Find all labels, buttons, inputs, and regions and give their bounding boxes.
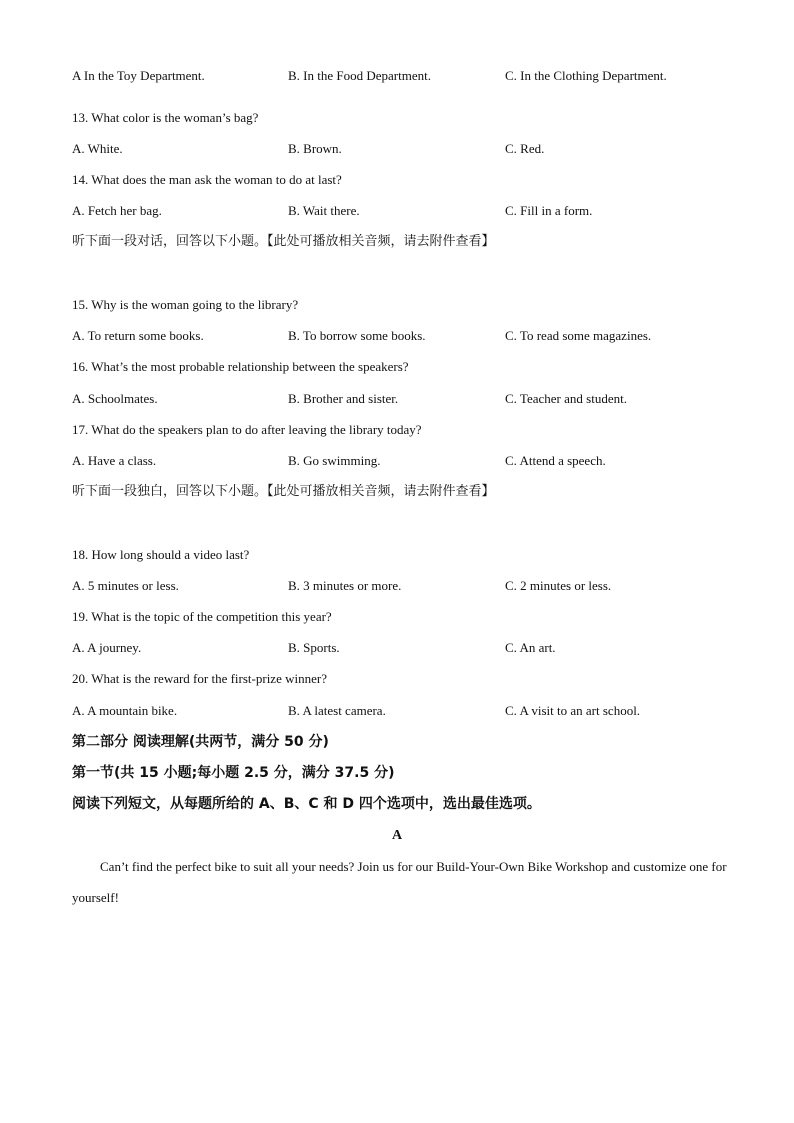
q19-options — [72, 639, 732, 657]
q18-options — [72, 577, 732, 595]
q18-option-b: B. 3 minutes or more. — [288, 578, 402, 593]
listening-instruction-dialogue: 听下面一段对话，回答以下小题。【此处可播放相关音频，请去附件查看】 — [72, 234, 495, 249]
q18-option-c: C. 2 minutes or less. — [505, 578, 612, 593]
q15-option-b: B. To borrow some books. — [288, 328, 426, 343]
q13-option-a: A. White. — [72, 141, 123, 156]
q12-options — [72, 67, 732, 85]
q17-option-b: B. Go swimming. — [288, 453, 381, 468]
section-title: 第二部分 阅读理解(共两节，满分 50 分) — [72, 734, 329, 750]
q12-option-c: C. In the Clothing Department. — [505, 68, 667, 83]
q20-option-a: A. A mountain bike. — [72, 703, 178, 718]
q14-option-a: A. Fetch her bag. — [72, 203, 162, 218]
q13-options — [72, 140, 732, 158]
q19-option-c: C. An art. — [505, 640, 556, 655]
q16-question: 16. What’s the most probable relationship between the speakers? — [72, 359, 409, 374]
q20-question: 20. What is the reward for the first-prize winner? — [72, 671, 327, 686]
q14-options — [72, 202, 732, 220]
q12-option-b: B. In the Food Department. — [288, 68, 431, 83]
q17-option-c: C. Attend a speech. — [505, 453, 606, 468]
q13-option-c: C. Red. — [505, 141, 545, 156]
q14-option-b: B. Wait there. — [288, 203, 360, 218]
q16-options — [72, 390, 732, 408]
q15-option-c: C. To read some magazines. — [505, 328, 652, 343]
q13-option-b: B. Brown. — [288, 141, 342, 156]
q19-question: 19. What is the topic of the competition this year? — [72, 609, 332, 624]
q19-option-b: B. Sports. — [288, 640, 340, 655]
q13-question: 13. What color is the woman’s bag? — [72, 110, 259, 125]
q20-option-c: C. A visit to an art school. — [505, 703, 641, 718]
q16-option-b: B. Brother and sister. — [288, 391, 399, 406]
q16-option-a: A. Schoolmates. — [72, 391, 158, 406]
passage-paragraph: Can’t find the perfect bike to suit all your needs? Join us for our Build-Your-Own Bike Workshop and customize one for yourself! — [72, 859, 727, 905]
q14-option-c: C. Fill in a form. — [505, 203, 593, 218]
q20-option-b: B. A latest camera. — [288, 703, 386, 718]
passage-label: A — [391, 828, 403, 843]
q15-option-a: A. To return some books. — [72, 328, 204, 343]
q20-options — [72, 702, 732, 720]
section-instruction: 阅读下列短文，从每题所给的 A、B、C 和 D 四个选项中，选出最佳选项。 — [72, 796, 541, 812]
q18-question: 18. How long should a video last? — [72, 547, 250, 562]
listening-instruction-monologue: 听下面一段独白，回答以下小题。【此处可播放相关音频，请去附件查看】 — [72, 484, 495, 499]
q18-option-a: A. 5 minutes or less. — [72, 578, 179, 593]
q14-question: 14. What does the man ask the woman to do at last? — [72, 172, 342, 187]
q16-option-c: C. Teacher and student. — [505, 391, 627, 406]
q17-options — [72, 452, 732, 470]
section-subtitle: 第一节(共 15 小题;每小题 2.5 分，满分 37.5 分) — [72, 765, 395, 781]
q17-option-a: A. Have a class. — [72, 453, 157, 468]
q12-option-a: A In the Toy Department. — [72, 68, 205, 83]
q15-question: 15. Why is the woman going to the library? — [72, 297, 299, 312]
q17-question: 17. What do the speakers plan to do after leaving the library today? — [72, 422, 422, 437]
q15-options — [72, 327, 732, 345]
q19-option-a: A. A journey. — [72, 640, 142, 655]
